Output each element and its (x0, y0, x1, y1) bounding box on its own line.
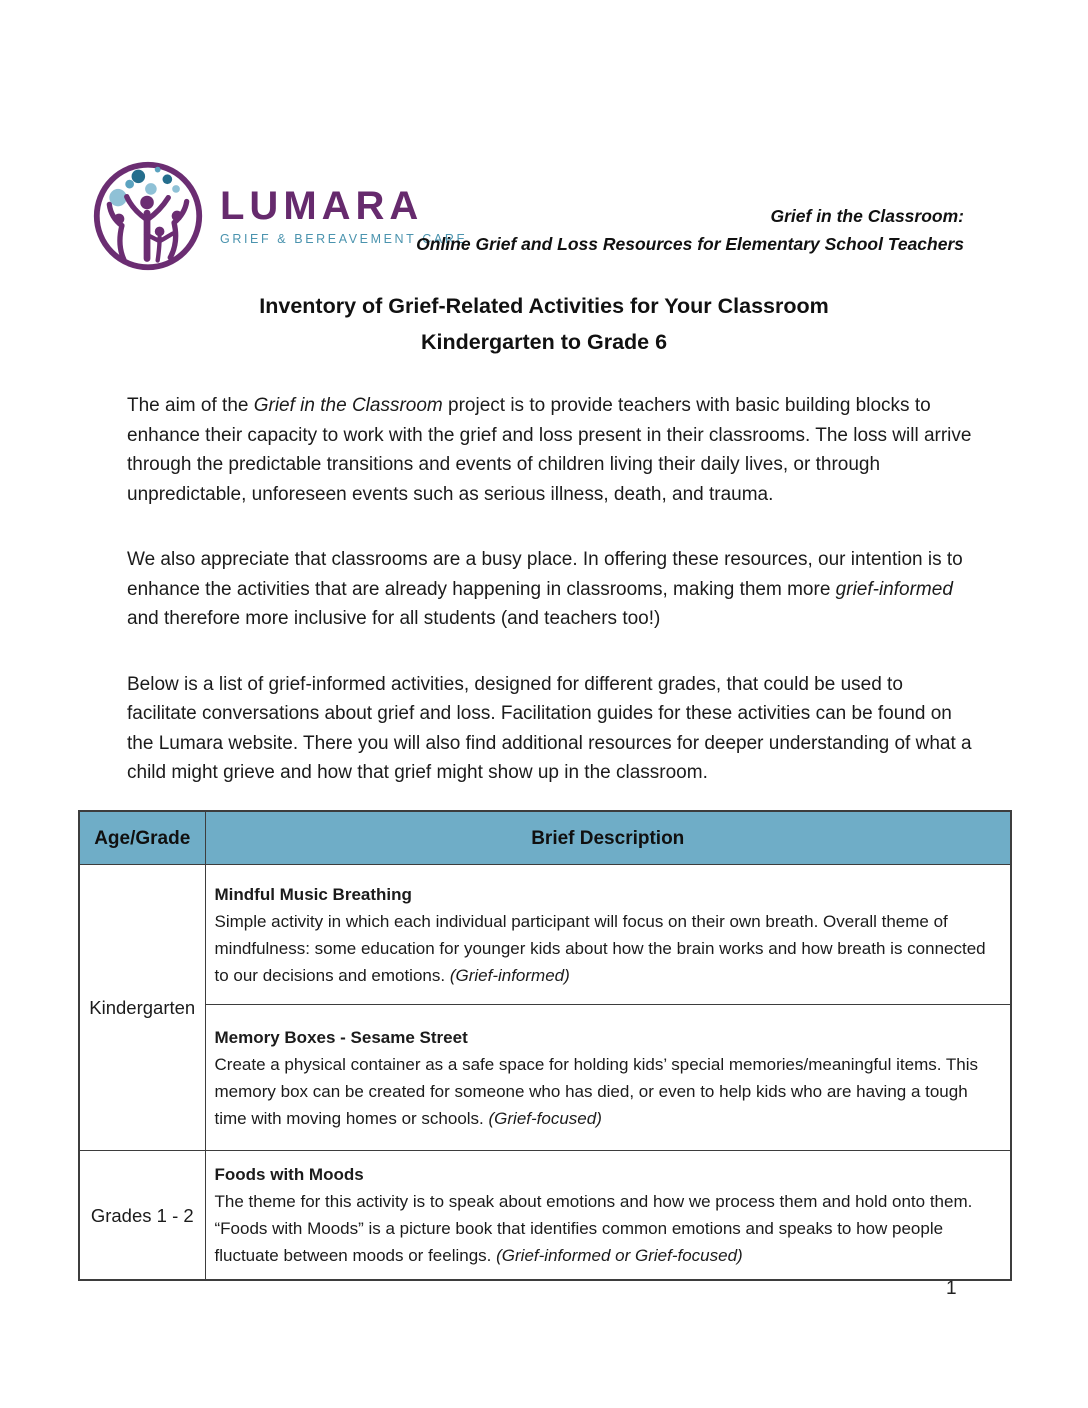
activity-title: Mindful Music Breathing (214, 884, 412, 904)
table-header-row (79, 811, 1011, 865)
lumara-logo (90, 158, 467, 274)
brand-name: LUMARA (220, 184, 424, 228)
activity-description: Create a physical container as a safe space for holding kids’ special memories/meaningful items. This memory box can be created for someone who has died, or even to help kids who are having a tough time with moving homes or schools. (Grief-focused) (214, 1054, 978, 1128)
activity-cell-mindful-music-breathing (205, 865, 1011, 1005)
lumara-logo-icon (90, 158, 206, 274)
activity-description: Simple activity in which each individual participant will focus on their own breath. Overall theme of mindfulness: some education for younger kids about how the brain works and how breath is connected to our decisions and emotions. (Grief-informed) (214, 911, 986, 985)
table-row (79, 1005, 1011, 1151)
activity-cell-foods-with-moods (205, 1151, 1011, 1281)
intro-paragraph-3: Below is a list of grief-informed activities, designed for different grades, that could be used to facilitate conversations about grief and loss. Facilitation guides for these activities can be found on the Lumara website. There you will also find additional resources for deeper understanding of what a child might grieve and how that grief might show up in the classroom. (127, 673, 972, 783)
table-row (79, 865, 1011, 1005)
intro-paragraph-1: The aim of the Grief in the Classroom project is to provide teachers with basic building blocks to enhance their capacity to work with the grief and loss present in their classrooms. The loss will arrive through the predictable transitions and events of children living their daily lives, or through unpredictable, unforeseen events such as serious illness, death, and trauma. (127, 395, 972, 505)
grade-cell-grades-1-2: Grades 1 - 2 (79, 1151, 205, 1281)
grade-cell-kindergarten: Kindergarten (79, 865, 205, 1151)
header-subtitle-line2: Online Grief and Loss Resources for Elementary School Teachers (416, 234, 964, 254)
page-title-line2: Kindergarten to Grade 6 (420, 330, 668, 354)
page-number: 1 (946, 1278, 957, 1299)
brand-tagline: GRIEF & BEREAVEMENT CARE (220, 232, 468, 246)
intro-paragraph-2: We also appreciate that classrooms are a busy place. In offering these resources, our intention is to enhance the activities that are already happening in classrooms, making them more grief-informed and therefore more inclusive for all students (and teachers too!) (127, 549, 963, 629)
header-subtitle (416, 202, 964, 258)
page-title-line1: Inventory of Grief-Related Activities for Your Classroom (259, 294, 829, 318)
page-title (0, 288, 1088, 360)
intro-text (127, 391, 975, 824)
activity-cell-memory-boxes (205, 1005, 1011, 1151)
header-subtitle-line1: Grief in the Classroom: (770, 206, 964, 226)
activity-title: Foods with Moods (214, 1165, 364, 1184)
table-row (79, 1151, 1011, 1281)
column-header-age-grade: Age/Grade (79, 811, 205, 865)
activities-table (78, 810, 1012, 1281)
activity-title: Memory Boxes - Sesame Street (214, 1027, 468, 1047)
activity-description: The theme for this activity is to speak about emotions and how we process them and hold onto them. “Foods with Moods” is a picture book that identifies common emotions and speaks to how people fluctuate between moods or feelings. (Grief-informed or Grief-focused) (214, 1192, 973, 1265)
column-header-brief-description: Brief Description (205, 811, 1011, 865)
